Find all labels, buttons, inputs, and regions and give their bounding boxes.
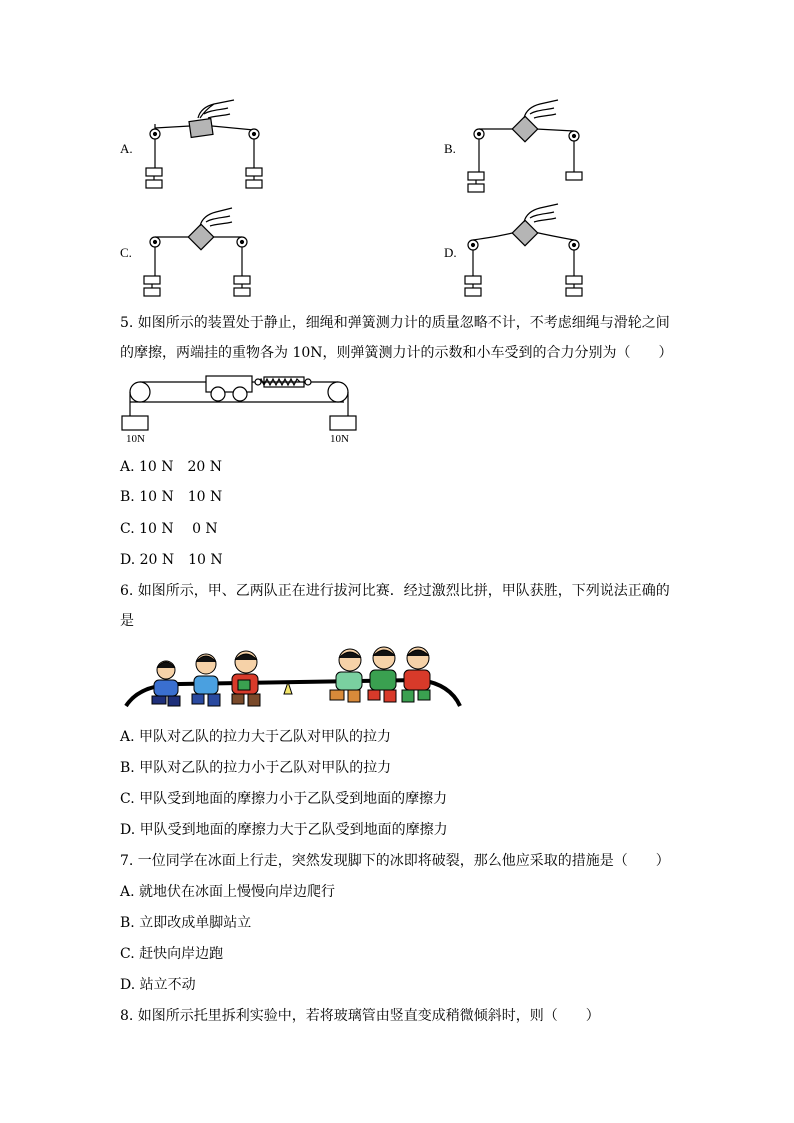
q7-option-a[interactable]: A. 就地伏在冰面上慢慢向岸边爬行 — [120, 884, 336, 900]
q5-option-b[interactable]: B. 10 N 10 N — [120, 489, 223, 505]
q4-figure-b — [462, 98, 592, 196]
q6-tug-of-war-figure — [120, 640, 462, 716]
q5-left-weight-label: 10N — [126, 433, 145, 445]
q7-option-c[interactable]: C. 赶快向岸边跑 — [120, 946, 224, 962]
q5-stem-line1: 5. 如图所示的装置处于静止，细绳和弹簧测力计的质量忽略不计，不考虑细绳与滑轮之间 — [120, 315, 670, 331]
q5-option-c[interactable]: C. 10 N 0 N — [120, 521, 218, 537]
q5-pulley-figure — [118, 372, 358, 448]
q7-option-d[interactable]: D. 站立不动 — [120, 977, 196, 993]
q4-option-d-label[interactable]: D. — [444, 245, 457, 260]
q5-option-d[interactable]: D. 20 N 10 N — [120, 552, 223, 568]
q4-figure-a — [138, 98, 268, 196]
q4-option-c-label[interactable]: C. — [120, 245, 132, 260]
q6-option-d[interactable]: D. 甲队受到地面的摩擦力大于乙队受到地面的摩擦力 — [120, 822, 448, 838]
q5-stem-line2: 的摩擦，两端挂的重物各为 10N，则弹簧测力计的示数和小车受到的合力分别为（ ） — [120, 345, 673, 361]
q6-option-b[interactable]: B. 甲队对乙队的拉力小于乙队对甲队的拉力 — [120, 760, 392, 776]
q4-option-a-label[interactable]: A. — [120, 141, 133, 156]
q7-stem: 7. 一位同学在冰面上行走，突然发现脚下的冰即将破裂，那么他应采取的措施是（ ） — [120, 853, 670, 869]
q4-figure-c — [138, 202, 268, 300]
q7-option-b[interactable]: B. 立即改成单脚站立 — [120, 915, 252, 931]
q6-option-a[interactable]: A. 甲队对乙队的拉力大于乙队对甲队的拉力 — [120, 729, 392, 745]
q5-option-a[interactable]: A. 10 N 20 N — [120, 459, 223, 475]
q6-option-c[interactable]: C. 甲队受到地面的摩擦力小于乙队受到地面的摩擦力 — [120, 791, 448, 807]
q8-stem: 8. 如图所示托里拆利实验中，若将玻璃管由竖直变成稍微倾斜时，则（ ） — [120, 1008, 600, 1024]
q6-stem-line2: 是 — [120, 613, 134, 629]
q4-figure-d — [462, 202, 592, 302]
q5-right-weight-label: 10N — [330, 433, 349, 445]
q6-stem-line1: 6. 如图所示，甲、乙两队正在进行拔河比赛．经过激烈比拼，甲队获胜，下列说法正确的 — [120, 583, 670, 599]
q4-option-b-label[interactable]: B. — [444, 141, 456, 156]
